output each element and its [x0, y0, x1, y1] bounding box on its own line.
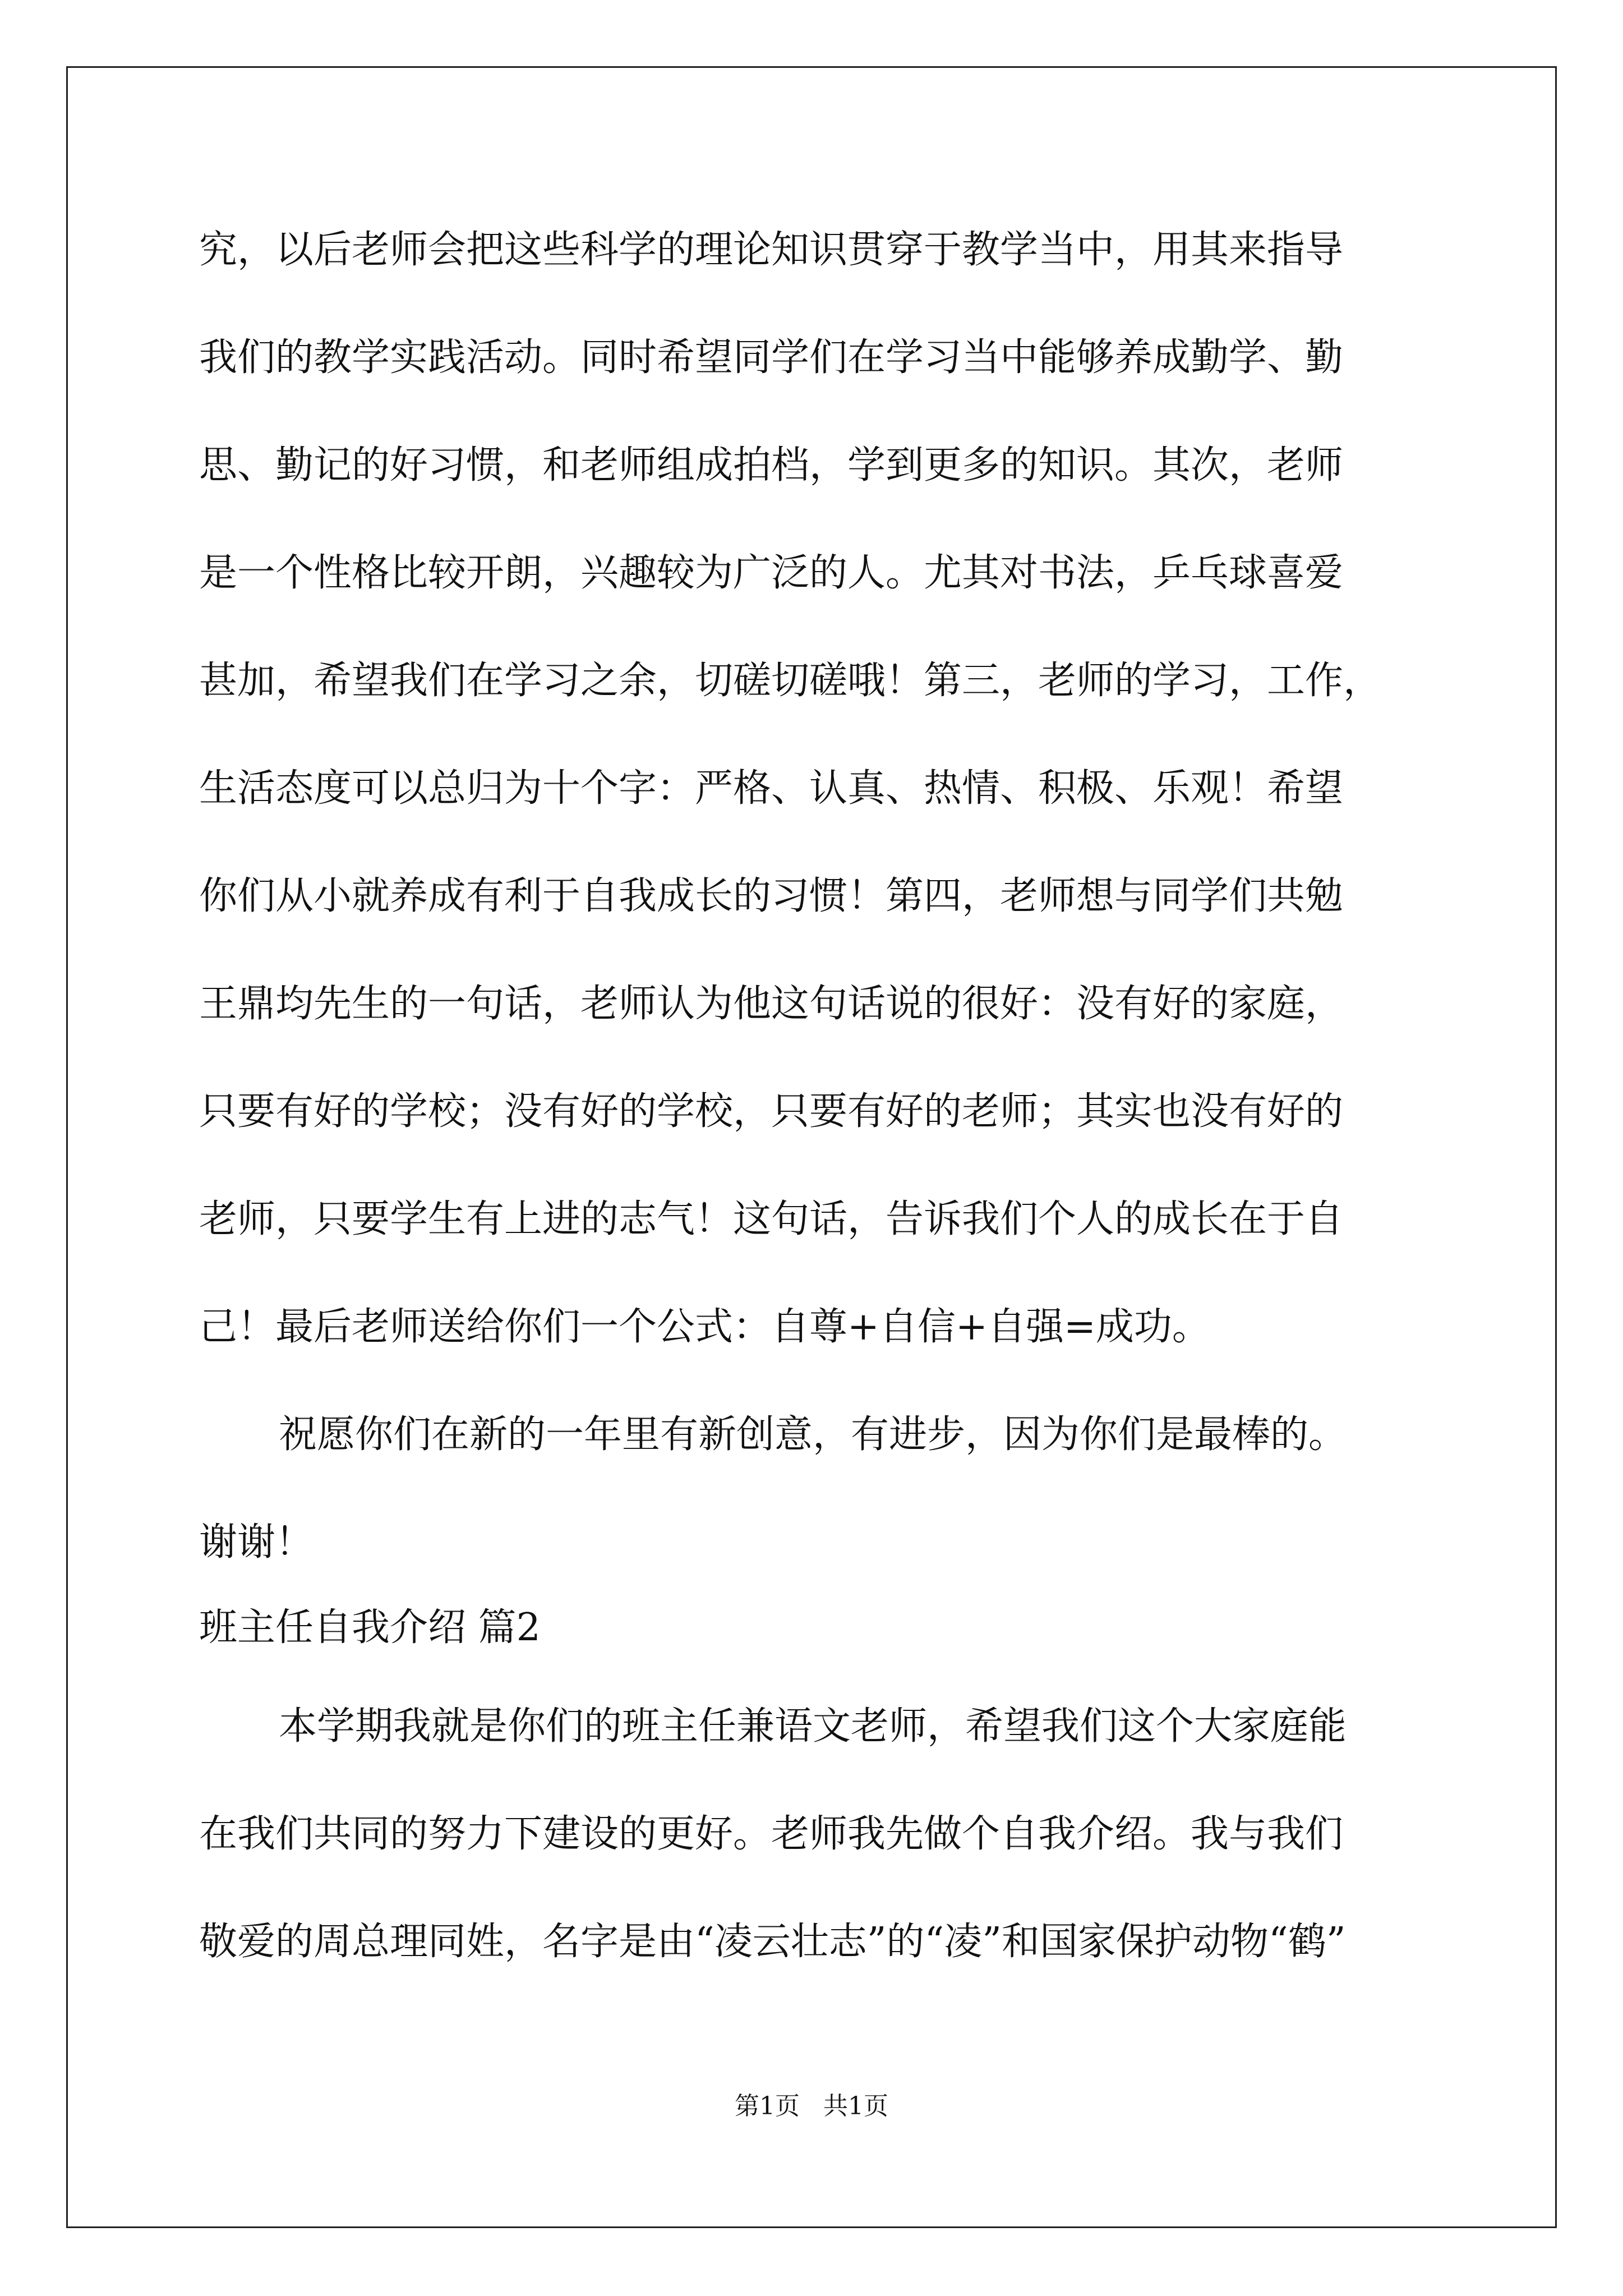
paragraph-first-line: 祝愿你们在新的一年里有新创意，有进步，因为你们是最棒的。 — [279, 1412, 1347, 1457]
text-line: 甚加，希望我们在学习之余，切磋切磋哦！第三，老师的学习，工作， — [199, 659, 1382, 703]
text-line: 只要有好的学校；没有好的学校，只要有好的老师；其实也没有好的 — [199, 1089, 1344, 1134]
text-line: 谢谢！ — [199, 1520, 314, 1565]
text-line: 老师，只要学生有上进的志气！这句话，告诉我们个人的成长在于自 — [199, 1197, 1344, 1241]
text-line: 己！最后老师送给你们一个公式：自尊+自信+自强=成功。 — [199, 1305, 1210, 1349]
document-body — [199, 223, 1467, 2023]
page-footer: 第1页 共1页 — [735, 2092, 888, 2120]
text-line: 在我们共同的努力下建设的更好。老师我先做个自我介绍。我与我们 — [199, 1812, 1344, 1856]
text-line: 我们的教学实践活动。同时希望同学们在学习当中能够养成勤学、勤 — [199, 335, 1344, 380]
text-line: 是一个性格比较开朗，兴趣较为广泛的人。尤其对书法，乒乓球喜爱 — [199, 551, 1344, 595]
text-line: 究，以后老师会把这些科学的理论知识贯穿于教学当中，用其来指导 — [199, 228, 1344, 272]
paragraph-first-line: 本学期我就是你们的班主任兼语文老师，希望我们这个大家庭能 — [279, 1704, 1347, 1749]
text-line: 生活态度可以总归为十个字：严格、认真、热情、积极、乐观！希望 — [199, 766, 1344, 811]
section-heading: 班主任自我介绍 篇2 — [199, 1605, 541, 1650]
text-line: 敬爱的周总理同姓，名字是由“凌云壮志”的“凌”和国家保护动物“鹤” — [199, 1920, 1346, 1964]
text-line: 王鼎均先生的一句话，老师认为他这句话说的很好：没有好的家庭， — [199, 982, 1344, 1026]
text-line: 你们从小就养成有利于自我成长的习惯！第四，老师想与同学们共勉 — [199, 874, 1344, 918]
text-line: 思、勤记的好习惯，和老师组成拍档，学到更多的知识。其次，老师 — [199, 443, 1344, 487]
